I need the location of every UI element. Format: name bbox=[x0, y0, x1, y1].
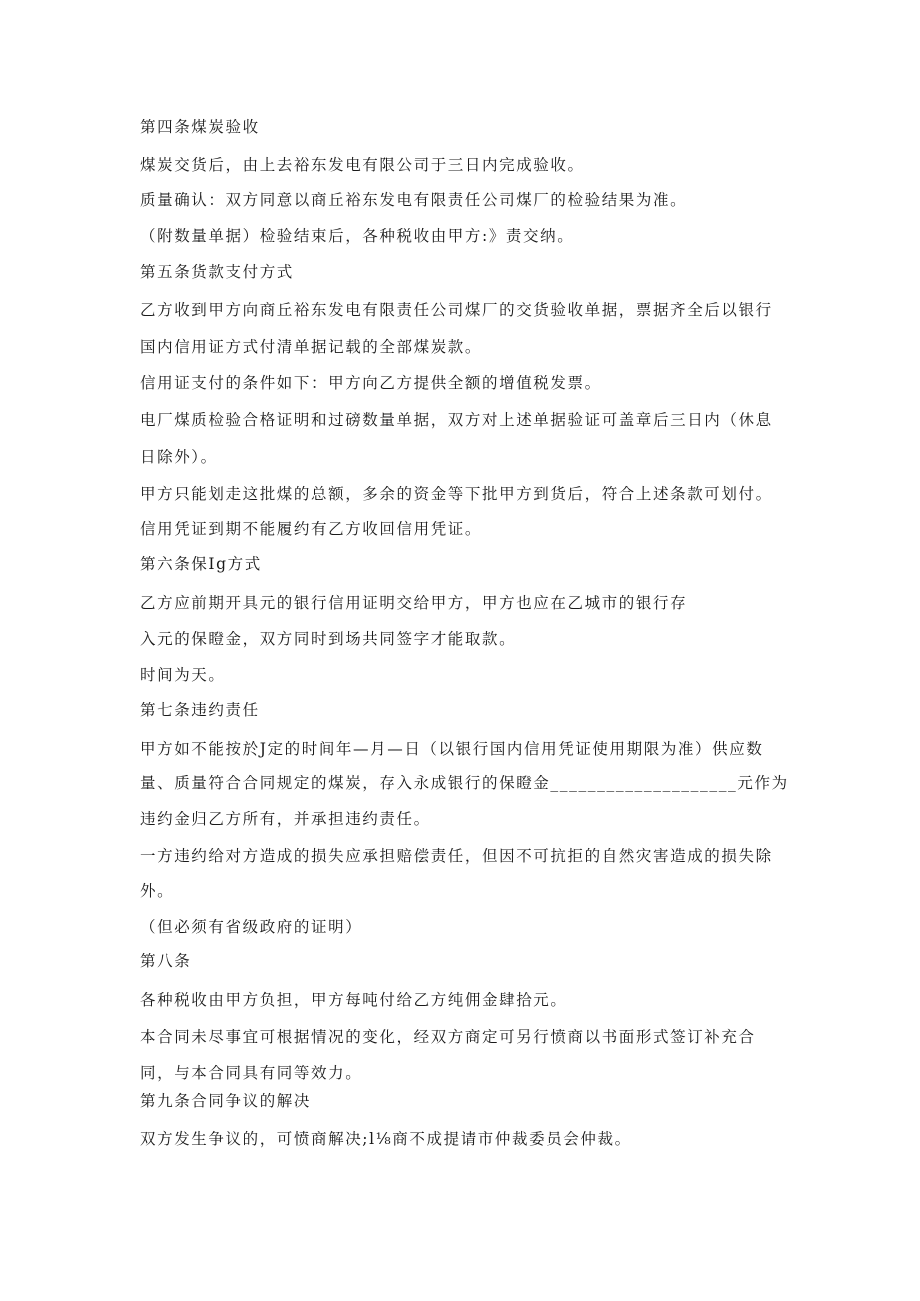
paragraph-line: 煤炭交货后，由上去裕东发电有限公司于三日内完成验收。 bbox=[140, 156, 585, 174]
paragraph-line: 入元的保瞪金，双方同时到场共同签字才能取款。 bbox=[140, 630, 517, 648]
paragraph-line: 本合同未尽事宜可根据情况的变化，经双方商定可另行愤商以书面形式签订补充合 bbox=[140, 1028, 756, 1046]
paragraph-line: 乙方应前期开具元的银行信用证明交给甲方，甲方也应在乙城市的银行存 bbox=[140, 594, 688, 612]
section-9-heading: 第九条合同争议的解决 bbox=[140, 1092, 312, 1110]
section-8-heading: 第八条 bbox=[140, 952, 192, 970]
paragraph-line: 外。 bbox=[140, 882, 175, 900]
section-5-heading: 第五条货款支付方式 bbox=[140, 263, 294, 281]
section-6-heading: 第六条保Ig方式 bbox=[140, 555, 262, 573]
paragraph-line: 甲方只能划走这批煤的总额，多余的资金等下批甲方到货后，符合上述条款可划付。 bbox=[140, 485, 773, 503]
paragraph-line: 甲方如不能按於J定的时间年—月—日（以银行国内信用凭证使用期限为准）供应数 bbox=[140, 740, 764, 758]
paragraph-line: （但必须有省级政府的证明） bbox=[140, 918, 363, 936]
paragraph-line: 质量确认：双方同意以商丘裕东发电有限责任公司煤厂的检验结果为准。 bbox=[140, 191, 688, 209]
paragraph-line: 违约金归乙方所有，并承担违约责任。 bbox=[140, 810, 431, 828]
paragraph-line: 各种税收由甲方负担，甲方每吨付给乙方纯佣金肆拾元。 bbox=[140, 991, 568, 1009]
paragraph-line: 乙方收到甲方向商丘裕东发电有限责任公司煤厂的交货验收单据，票据齐全后以银行 bbox=[140, 301, 773, 319]
section-7-heading: 第七条违约责任 bbox=[140, 701, 260, 719]
paragraph-line: 双方发生争议的，可愤商解决;l⅛商不成提请市仲裁委员会仲裁。 bbox=[140, 1130, 632, 1148]
paragraph-line: （附数量单据）检验结束后，各种税收由甲方:》责交纳。 bbox=[140, 227, 575, 245]
paragraph-line: 日除外）。 bbox=[140, 448, 218, 466]
paragraph-line: 量、质量符合合同规定的煤炭，存入永成银行的保瞪金____________________元作为 bbox=[140, 774, 789, 792]
paragraph-line: 信用证支付的条件如下：甲方向乙方提供全额的增值税发票。 bbox=[140, 374, 602, 392]
paragraph-line: 电厂煤质检验合格证明和过磅数量单据，双方对上述单据验证可盖章后三日内（休息 bbox=[140, 411, 773, 429]
paragraph-line: 国内信用证方式付清单据记载的全部煤炭款。 bbox=[140, 338, 483, 356]
paragraph-line: 同，与本合同具有同等效力。 bbox=[140, 1064, 363, 1082]
section-4-heading: 第四条煤炭验收 bbox=[140, 118, 260, 136]
paragraph-line: 信用凭证到期不能履约有乙方收回信用凭证。 bbox=[140, 520, 483, 538]
paragraph-line: 一方违约给对方造成的损失应承担赔偿责任，但因不可抗拒的自然灾害造成的损失除 bbox=[140, 847, 773, 865]
paragraph-line: 时间为天。 bbox=[140, 666, 226, 684]
